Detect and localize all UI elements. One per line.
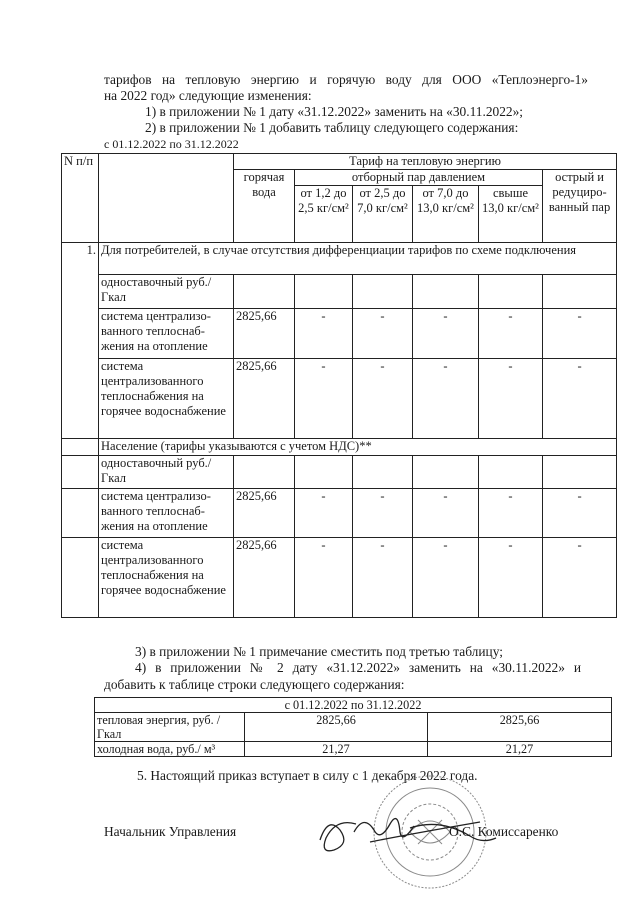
intro-item-1: 1) в приложении № 1 дату «31.12.2022» заменить на «30.11.2022»;	[145, 104, 524, 119]
heat-energy-label: тепловая энергия, руб. /Гкал	[95, 713, 245, 742]
signatory-name: О.С. Комиссаренко	[449, 824, 559, 839]
header-empty	[99, 154, 234, 243]
group-population: Население (тарифы указываются с учетом НДС)**	[99, 439, 617, 456]
intro-line-1: тарифов на тепловую энергию и горячую воду для ООО «Теплоэнерго-1»	[104, 72, 588, 87]
value-cell: 2825,66	[234, 489, 295, 538]
value-cell: 2825,66	[234, 538, 295, 618]
item-3: 3) в приложении № 1 примечание сместить под третью таблицу;	[135, 644, 503, 659]
table2-period: с 01.12.2022 по 31.12.2022	[95, 698, 612, 713]
row-number: 1.	[62, 243, 99, 439]
header-pressure-4: свыше 13,0 кг/см²	[479, 186, 543, 243]
heating-label: система централизо-ванного теплоснаб-жения на отопление	[99, 309, 234, 359]
header-pressure-1: от 1,2 до 2,5 кг/см²	[295, 186, 353, 243]
value-cell: 2825,66	[234, 309, 295, 359]
cold-water-value-2: 21,27	[428, 742, 612, 757]
additional-rows-table	[94, 697, 612, 757]
hotwater-label: система централизованного теплоснабжения на горячее водоснабжение	[99, 538, 234, 618]
heating-label: система централизо-ванного теплоснаб-жения на отопление	[99, 489, 234, 538]
group-consumers: Для потребителей, в случае отсутствия дифференциации тарифов по схеме подключения	[99, 243, 617, 275]
value-cell: 2825,66	[234, 359, 295, 439]
period-caption: с 01.12.2022 по 31.12.2022	[104, 137, 239, 151]
intro-item-2: 2) в приложении № 1 добавить таблицу следующего содержания:	[145, 120, 519, 135]
header-tariff: Тариф на тепловую энергию	[234, 154, 617, 170]
header-pressure-3: от 7,0 до 13,0 кг/см²	[413, 186, 479, 243]
rate-label: одноставочный руб./Гкал	[99, 275, 234, 309]
heat-energy-value-2: 2825,66	[428, 713, 612, 742]
header-pressure-2: от 2,5 до 7,0 кг/см²	[353, 186, 413, 243]
cold-water-value-1: 21,27	[245, 742, 428, 757]
item-4-line-1: 4) в приложении № 2 дату «31.12.2022» заменить на «30.11.2022» и	[135, 660, 581, 675]
tariff-table: N п/п Тариф на тепловую энергию горячая вода отборный пар давлением острый и редуциро-ванный пар от 1,2 до 2,5 кг/см² от 2,5 до 7,0 кг/см² от 7,0 до 13,0 кг/см² свыше 13,0 кг/см² 1. Для потребителей, в случае отсутствия дифференциации тарифов по схеме подключения одноставочный руб./Гкал система централизо-ванного теплоснаб-жения на отопление 2825,66 - - - - - система централизованного теплоснабжения на горячее водоснабжение 2825,66 - - - - - Население (тарифы указываются с учетом НДС)** одноставочный руб./Гкал система централизо-ванного теплоснаб-жения на отопление 2825,66 - - - - - система централизованного теплоснабжения на горячее водоснабжение 2825,66 - - - - -	[61, 153, 617, 618]
cold-water-label: холодная вода, руб./ м³	[95, 742, 245, 757]
hotwater-label: система централизованного теплоснабжения на горячее водоснабжение	[99, 359, 234, 439]
intro-line-2: на 2022 год» следующие изменения:	[104, 88, 312, 103]
item-4-line-2: добавить к таблице строки следующего содержания:	[104, 677, 405, 692]
rate-label: одноставочный руб./Гкал	[99, 456, 234, 489]
item-5: 5. Настоящий приказ вступает в силу с 1 декабря 2022 года.	[137, 768, 478, 783]
heat-energy-value-1: 2825,66	[245, 713, 428, 742]
signatory-position: Начальник Управления	[104, 824, 237, 839]
header-sharp-steam: острый и редуциро-ванный пар	[543, 170, 617, 243]
header-steam: отборный пар давлением	[295, 170, 543, 186]
header-number: N п/п	[62, 154, 99, 243]
header-hot-water: горячая вода	[234, 170, 295, 243]
